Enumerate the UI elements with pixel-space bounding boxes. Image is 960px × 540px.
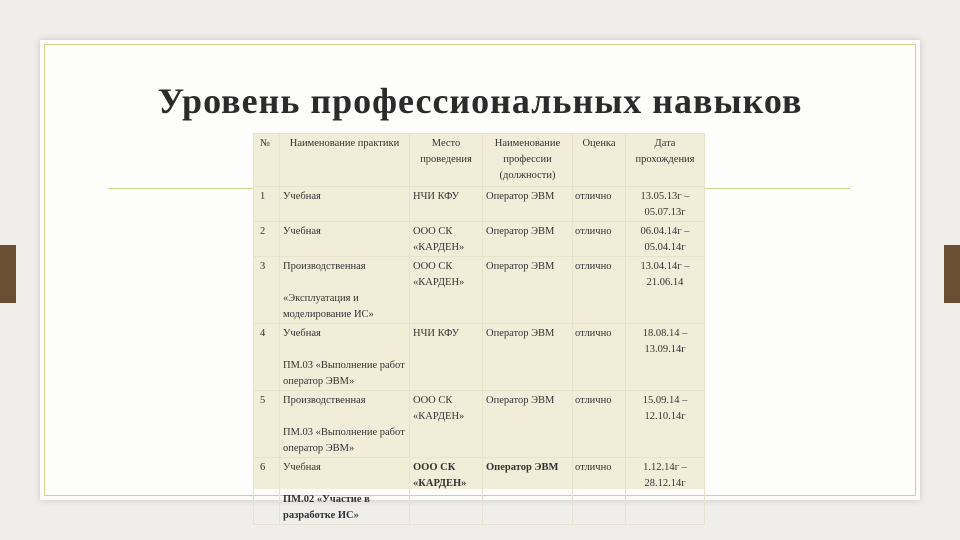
row-place: ООО СК «КАРДЕН»	[410, 257, 483, 324]
row-number: 6	[254, 458, 280, 525]
row-profession: Оператор ЭВМ	[483, 324, 573, 391]
row-profession: Оператор ЭВМ	[483, 257, 573, 324]
row-place: НЧИ КФУ	[410, 187, 483, 222]
practice-module: ПМ.03 «Выполнение работ оператор ЭВМ»	[283, 427, 405, 454]
practice-module: ПМ.02 «Участие в разработке ИС»	[283, 494, 370, 521]
header-place: Место проведения	[410, 134, 483, 187]
row-number: 5	[254, 391, 280, 458]
table-row	[254, 222, 705, 257]
right-side-tab	[944, 245, 960, 303]
table-row	[254, 458, 705, 525]
row-number: 3	[254, 257, 280, 324]
practice-module: ПМ.03 «Выполнение работ оператор ЭВМ»	[283, 360, 405, 387]
row-practice	[280, 187, 410, 222]
row-date: 15.09.14 – 12.10.14г	[626, 391, 705, 458]
practice-type: Учебная	[283, 226, 321, 237]
practice-module: «Эксплуатация и моделирование ИС»	[283, 293, 374, 320]
row-date: 13.05.13г – 05.07.13г	[626, 187, 705, 222]
row-date: 1.12.14г – 28.12.14г	[626, 458, 705, 525]
row-place: ООО СК «КАРДЕН»	[410, 391, 483, 458]
practice-table-wrap	[253, 133, 704, 521]
row-date: 06.04.14г – 05.04.14г	[626, 222, 705, 257]
row-profession: Оператор ЭВМ	[483, 187, 573, 222]
table-header-row	[254, 134, 705, 187]
practice-type: Учебная	[283, 462, 321, 473]
row-mark: отлично	[573, 187, 626, 222]
table-row	[254, 257, 705, 324]
row-place: ООО СК «КАРДЕН»	[410, 458, 483, 525]
table-row	[254, 187, 705, 222]
row-profession: Оператор ЭВМ	[483, 391, 573, 458]
row-practice	[280, 257, 410, 324]
row-mark: отлично	[573, 257, 626, 324]
practice-type: Учебная	[283, 191, 321, 202]
row-practice	[280, 458, 410, 525]
header-practice: Наименование практики	[280, 134, 410, 187]
row-mark: отлично	[573, 222, 626, 257]
row-practice	[280, 222, 410, 257]
row-date: 13.04.14г – 21.06.14	[626, 257, 705, 324]
table-row	[254, 391, 705, 458]
left-divider	[108, 188, 253, 189]
row-mark: отлично	[573, 391, 626, 458]
row-number: 1	[254, 187, 280, 222]
right-divider	[704, 188, 850, 189]
practice-table	[253, 133, 705, 525]
row-practice	[280, 324, 410, 391]
row-profession: Оператор ЭВМ	[483, 458, 573, 525]
header-date: Дата прохождения	[626, 134, 705, 187]
header-mark: Оценка	[573, 134, 626, 187]
row-practice	[280, 391, 410, 458]
row-number: 2	[254, 222, 280, 257]
row-place: НЧИ КФУ	[410, 324, 483, 391]
page-title: Уровень профессиональных навыков	[157, 81, 803, 121]
practice-type: Производственная	[283, 261, 366, 272]
practice-type: Учебная	[283, 328, 321, 339]
practice-type: Производственная	[283, 395, 366, 406]
header-profession: Наименование профессии (должности)	[483, 134, 573, 187]
row-date: 18.08.14 – 13.09.14г	[626, 324, 705, 391]
left-side-tab	[0, 245, 16, 303]
row-mark: отлично	[573, 324, 626, 391]
row-number: 4	[254, 324, 280, 391]
row-profession: Оператор ЭВМ	[483, 222, 573, 257]
row-place: ООО СК «КАРДЕН»	[410, 222, 483, 257]
row-mark: отлично	[573, 458, 626, 525]
table-row	[254, 324, 705, 391]
header-number: №	[254, 134, 280, 187]
